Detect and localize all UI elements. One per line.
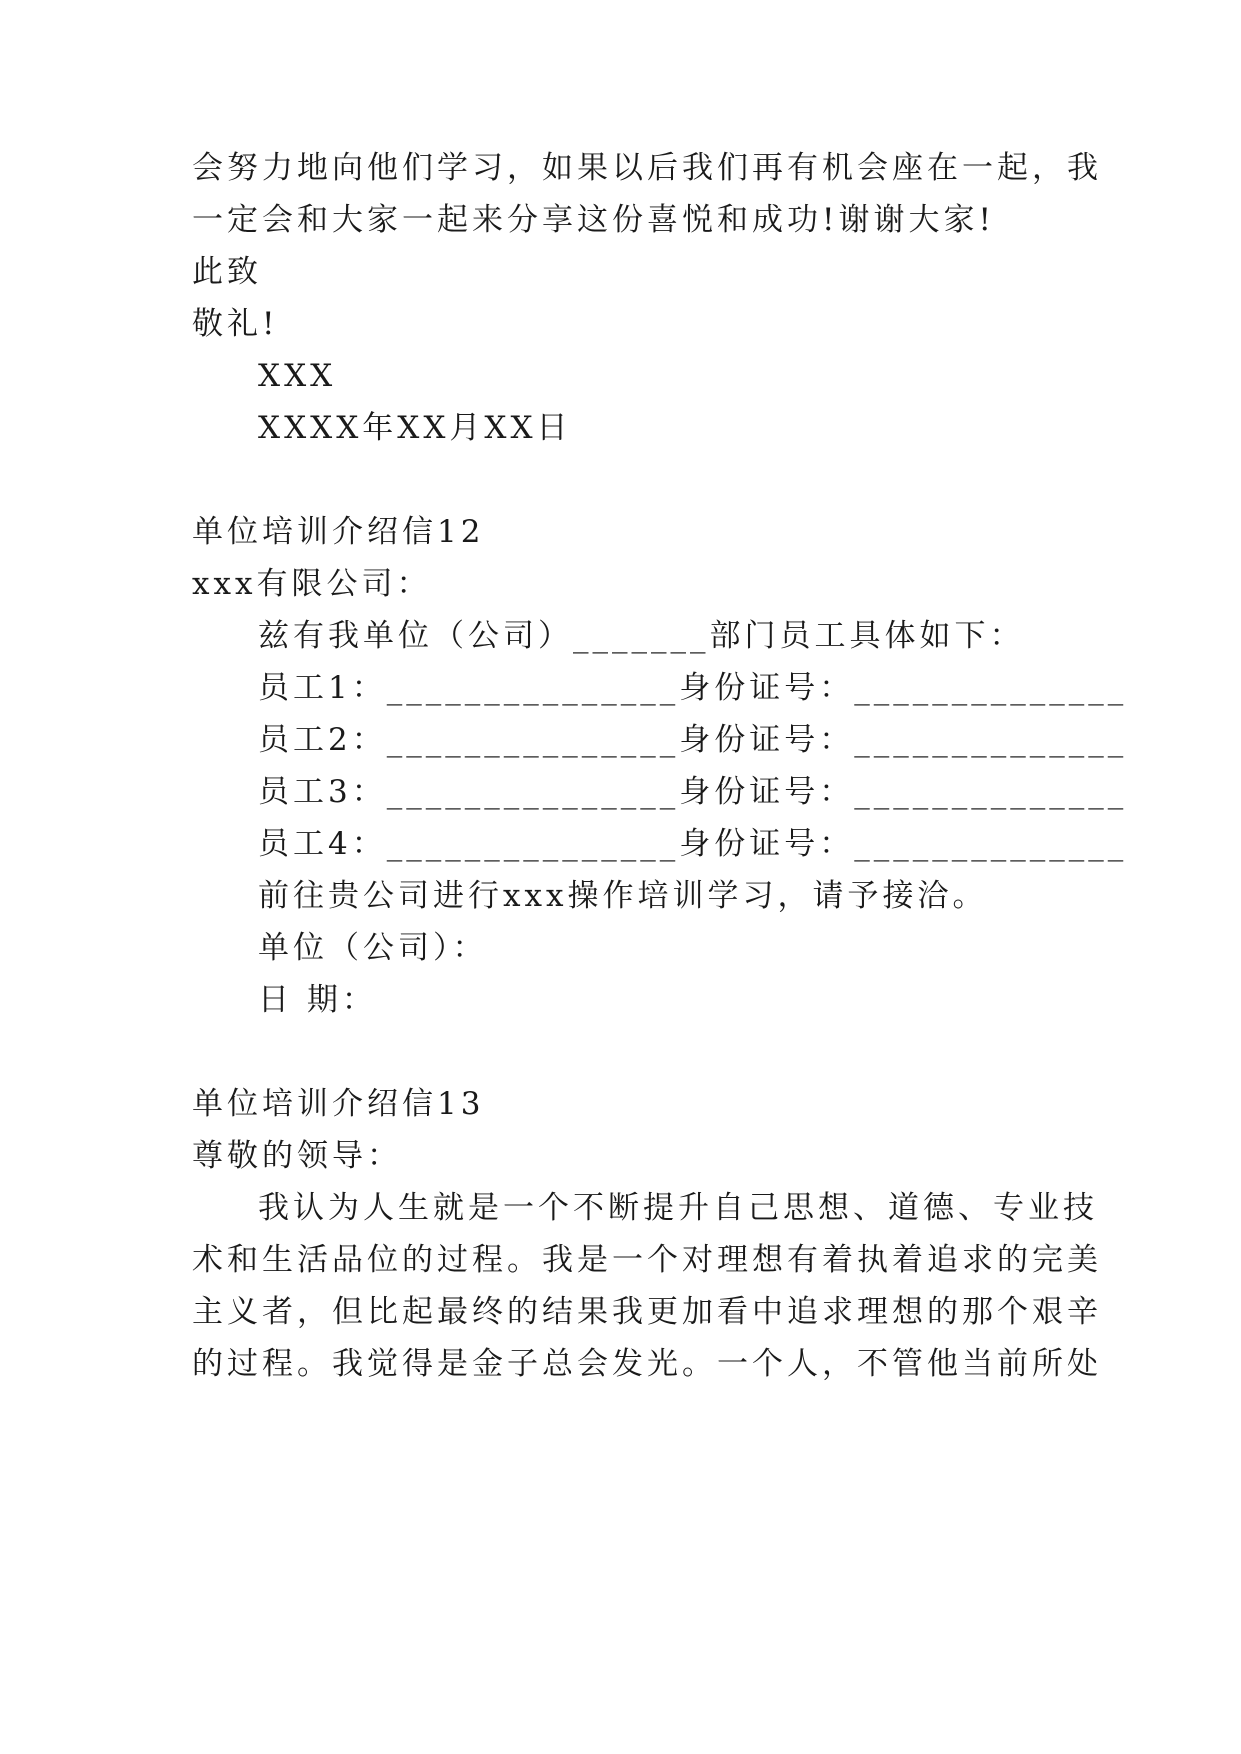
id-blank: ______________ — [854, 722, 1128, 758]
name-blank: _______________ — [386, 722, 680, 758]
employee-row — [258, 720, 1127, 760]
id-blank: ______________ — [854, 670, 1128, 706]
employee-row — [258, 668, 1127, 708]
intro-text: 部门员工具体如下： — [709, 618, 1025, 654]
name-blank: _______________ — [386, 774, 680, 810]
letter-title: 单位培训介绍信13 — [192, 1086, 485, 1122]
date-line: XXXX年XX月XX日 — [258, 410, 572, 446]
signature: XXX — [258, 358, 337, 394]
id-blank: ______________ — [854, 826, 1128, 862]
name-blank: _______________ — [386, 826, 680, 862]
date-label: 日 期： — [258, 982, 377, 1018]
paragraph-line: 的过程。我觉得是金子总会发光。一个人，不管他当前所处 — [192, 1346, 1102, 1382]
intro-line — [258, 616, 1025, 656]
id-label: 身份证号： — [679, 722, 855, 758]
paragraph-line: 主义者，但比起最终的结果我更加看中追求理想的那个艰辛 — [192, 1294, 1102, 1330]
paragraph-line: 会努力地向他们学习，如果以后我们再有机会座在一起，我 — [192, 150, 1102, 186]
salutation: xxx有限公司： — [192, 566, 432, 602]
id-label: 身份证号： — [679, 774, 855, 810]
employee-label: 员工3： — [258, 774, 387, 810]
employee-label: 员工1： — [258, 670, 387, 706]
unit-label: 单位（公司）： — [258, 930, 488, 966]
purpose-line: 前往贵公司进行xxx操作培训学习，请予接洽。 — [258, 878, 988, 914]
employee-row — [258, 824, 1127, 864]
salutation: 尊敬的领导： — [192, 1138, 402, 1174]
id-label: 身份证号： — [679, 826, 855, 862]
intro-text: 兹有我单位（公司） — [258, 618, 573, 654]
closing-line: 此致 — [192, 254, 262, 290]
id-label: 身份证号： — [679, 670, 855, 706]
employee-label: 员工2： — [258, 722, 387, 758]
employee-row — [258, 772, 1127, 812]
closing-line: 敬礼! — [192, 306, 279, 342]
letter-title: 单位培训介绍信12 — [192, 514, 485, 550]
paragraph-line: 我认为人生就是一个不断提升自己思想、道德、专业技 — [258, 1190, 1098, 1226]
name-blank: _______________ — [386, 670, 680, 706]
employee-label: 员工4： — [258, 826, 387, 862]
id-blank: ______________ — [854, 774, 1128, 810]
department-blank: _______ — [573, 618, 710, 654]
paragraph-line: 一定会和大家一起来分享这份喜悦和成功!谢谢大家! — [192, 202, 995, 238]
paragraph-line: 术和生活品位的过程。我是一个对理想有着执着追求的完美 — [192, 1242, 1102, 1278]
